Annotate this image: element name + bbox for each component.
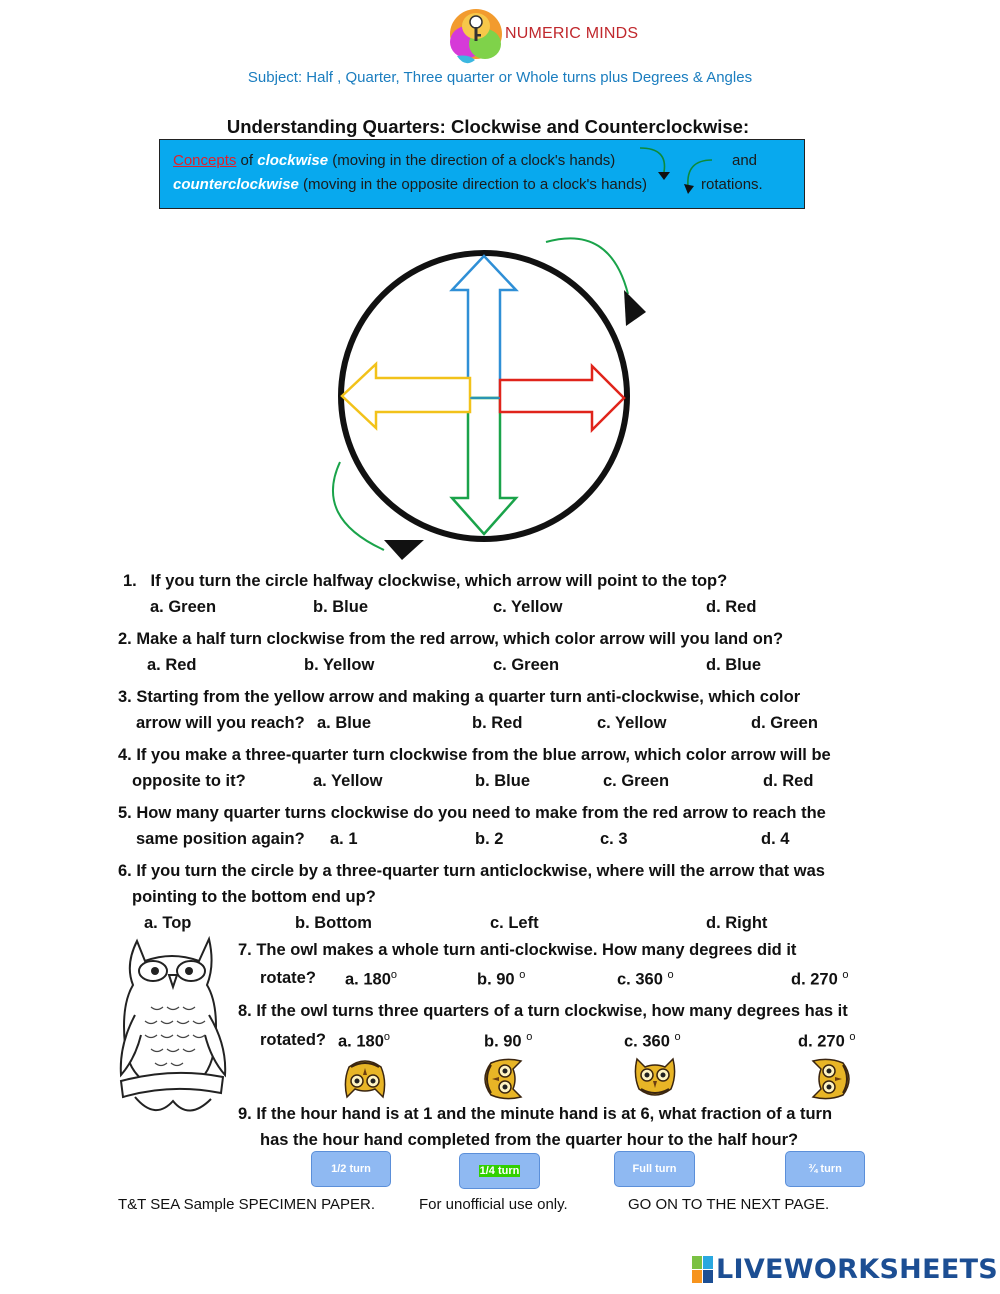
question-3: 3. Starting from the yellow arrow and making a quarter turn anti-clockwise, which color bbox=[118, 688, 801, 706]
liveworksheets-logo-icon bbox=[692, 1256, 712, 1282]
numeric-minds-logo bbox=[445, 4, 507, 70]
question-9: 9. If the hour hand is at 1 and the minute hand is at 6, what fraction of a turn bbox=[238, 1105, 833, 1123]
concepts-of: of bbox=[236, 152, 258, 169]
q6-option-b[interactable]: b. Bottom bbox=[295, 914, 372, 932]
question-2: 2. Make a half turn clockwise from the red arrow, which color arrow will you land on? bbox=[118, 630, 784, 648]
concepts-rotations: rotations. bbox=[701, 176, 763, 193]
question-4: 4. If you make a three-quarter turn clockwise from the blue arrow, which color arrow will be bbox=[118, 746, 831, 764]
answer-button-half-turn[interactable]: 1/2 turn bbox=[311, 1151, 391, 1187]
liveworksheets-text: LIVEWORKSHEETS bbox=[716, 1253, 999, 1285]
liveworksheets-watermark bbox=[692, 1254, 998, 1284]
subject-line: Subject: Half , Quarter, Three quarter or Whole turns plus Degrees & Angles bbox=[247, 69, 753, 86]
counterclockwise-description: (moving in the opposite direction to a clock's hands) bbox=[298, 176, 647, 193]
concepts-box bbox=[159, 139, 805, 209]
question-3-line-2: arrow will you reach? bbox=[136, 714, 305, 732]
concepts-line-1 bbox=[173, 152, 615, 169]
q1-option-b[interactable]: b. Blue bbox=[313, 598, 369, 616]
question-9-line-2: has the hour hand completed from the quarter hour to the half hour? bbox=[260, 1131, 799, 1149]
question-7: 7. The owl makes a whole turn anti-clockwise. How many degrees did it bbox=[238, 941, 797, 959]
owl-face-upright-icon bbox=[631, 1055, 679, 1101]
owl-illustration bbox=[115, 935, 230, 1120]
brand-name: NUMERIC MINDS bbox=[505, 25, 639, 42]
q5-option-b[interactable]: b. 2 bbox=[475, 830, 504, 848]
question-1: 1. If you turn the circle halfway clockwise, which arrow will point to the top? bbox=[123, 572, 728, 590]
question-5: 5. How many quarter turns clockwise do you need to make from the red arrow to reach the bbox=[118, 804, 826, 822]
q7-option-b[interactable]: b. 90 $^o$ bbox=[477, 969, 526, 989]
question-7-line-2: rotate? bbox=[260, 969, 316, 987]
q8-option-d[interactable]: d. 270 $^o$ bbox=[798, 1031, 856, 1051]
q5-option-c[interactable]: c. 3 bbox=[600, 830, 628, 848]
q8-option-b[interactable]: b. 90 $^o$ bbox=[484, 1031, 533, 1051]
rotation-icons bbox=[630, 142, 720, 206]
question-8-line-2: rotated? bbox=[260, 1031, 326, 1049]
q4-option-b[interactable]: b. Blue bbox=[475, 772, 531, 790]
q6-option-a[interactable]: a. Top bbox=[144, 914, 192, 932]
q8-option-c[interactable]: c. 360 $^o$ bbox=[624, 1031, 681, 1051]
footer-unofficial: For unofficial use only. bbox=[419, 1196, 568, 1213]
q5-option-a[interactable]: a. 1 bbox=[330, 830, 358, 848]
q6-option-d[interactable]: d. Right bbox=[706, 914, 768, 932]
question-6: 6. If you turn the circle by a three-quarter turn anticlockwise, where will the arrow that was bbox=[118, 862, 825, 880]
q8-option-a[interactable]: a. 180$^o$ bbox=[338, 1031, 390, 1051]
clockwise-description: (moving in the direction of a clock's hands) bbox=[328, 152, 616, 169]
question-5-line-2: same position again? bbox=[136, 830, 305, 848]
q1-option-c[interactable]: c. Yellow bbox=[493, 598, 563, 616]
owl-face-rotated-270-icon bbox=[808, 1056, 856, 1102]
footer-next-page: GO ON TO THE NEXT PAGE. bbox=[628, 1196, 830, 1213]
q3-option-b[interactable]: b. Red bbox=[472, 714, 523, 732]
question-6-line-2: pointing to the bottom end up? bbox=[132, 888, 376, 906]
q7-option-a[interactable]: a. 180$^o$ bbox=[345, 969, 397, 989]
concepts-and: and bbox=[732, 152, 758, 169]
owl-face-rotated-180-icon bbox=[341, 1055, 389, 1101]
answer-button-quarter-turn[interactable]: 1/4 turn bbox=[459, 1153, 540, 1189]
rotation-diagram bbox=[320, 228, 650, 563]
q3-option-d[interactable]: d. Green bbox=[751, 714, 818, 732]
q2-option-b[interactable]: b. Yellow bbox=[304, 656, 375, 674]
question-8: 8. If the owl turns three quarters of a turn clockwise, how many degrees has it bbox=[238, 1002, 848, 1020]
q3-option-c[interactable]: c. Yellow bbox=[597, 714, 667, 732]
counterclockwise-arrow-icon bbox=[684, 160, 712, 194]
q1-option-d[interactable]: d. Red bbox=[706, 598, 757, 616]
clockwise-arrow-icon bbox=[640, 148, 670, 180]
q5-option-d[interactable]: d. 4 bbox=[761, 830, 790, 848]
q7-option-d[interactable]: d. 270 $^o$ bbox=[791, 969, 849, 989]
page-title: Understanding Quarters: Clockwise and Counterclockwise: bbox=[226, 116, 750, 137]
q4-option-a[interactable]: a. Yellow bbox=[313, 772, 383, 790]
q4-option-c[interactable]: c. Green bbox=[603, 772, 670, 790]
q7-option-c[interactable]: c. 360 $^o$ bbox=[617, 969, 674, 989]
question-4-line-2: opposite to it? bbox=[132, 772, 246, 790]
q2-option-a[interactable]: a. Red bbox=[147, 656, 197, 674]
owl-face-rotated-90-icon bbox=[478, 1056, 526, 1102]
clockwise-word: clockwise bbox=[257, 152, 329, 169]
q6-option-c[interactable]: c. Left bbox=[490, 914, 539, 932]
footer-specimen: T&T SEA Sample SPECIMEN PAPER. bbox=[118, 1196, 376, 1213]
concepts-word: Concepts bbox=[173, 152, 237, 169]
q3-option-a[interactable]: a. Blue bbox=[317, 714, 372, 732]
q2-option-c[interactable]: c. Green bbox=[493, 656, 560, 674]
q2-option-d[interactable]: d. Blue bbox=[706, 656, 762, 674]
q4-option-d[interactable]: d. Red bbox=[763, 772, 814, 790]
answer-button-full-turn[interactable]: Full turn bbox=[614, 1151, 695, 1187]
counterclockwise-word: counterclockwise bbox=[173, 176, 299, 193]
answer-button-three-quarter-turn[interactable]: ¾ turn bbox=[785, 1151, 865, 1187]
concepts-line-2 bbox=[173, 176, 647, 193]
q1-option-a[interactable]: a. Green bbox=[150, 598, 217, 616]
